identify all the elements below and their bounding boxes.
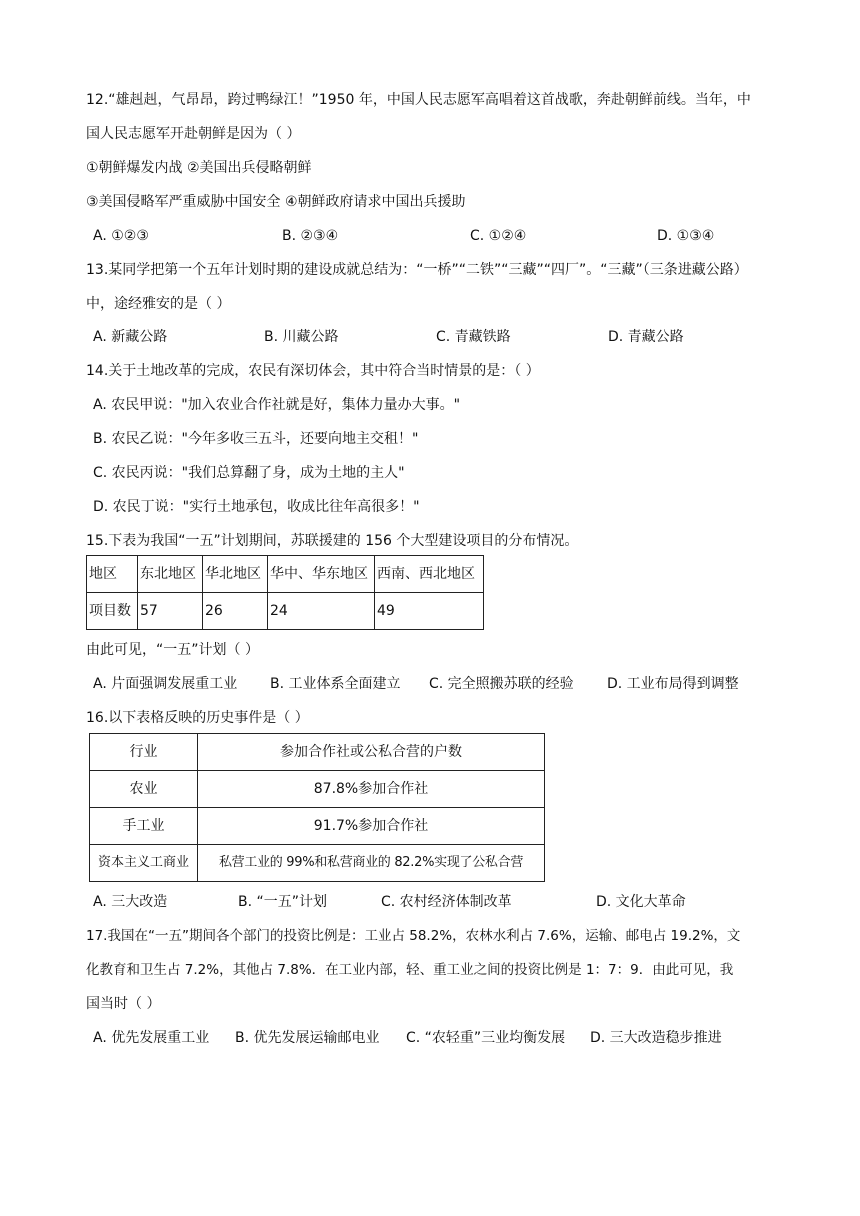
- q15-option-a[interactable]: A. 片面强调发展重工业: [93, 676, 238, 692]
- q15-conclusion: 由此可见，“一五”计划（ ）: [86, 642, 259, 658]
- q13-option-b[interactable]: B. 川藏公路: [264, 329, 339, 345]
- q16-option-d[interactable]: D. 文化大革命: [596, 894, 686, 910]
- table-cell: 农业: [90, 771, 198, 808]
- table-cell: 参加合作社或公私合营的户数: [198, 734, 545, 771]
- q14-option-d[interactable]: D. 农民丁说："实行土地承包，收成比往年高很多！": [93, 499, 420, 515]
- q15-option-c[interactable]: C. 完全照搬苏联的经验: [429, 676, 574, 692]
- table-row: [90, 771, 545, 808]
- table-row: [87, 556, 484, 593]
- q14-stem: 14.关于土地改革的完成，农民有深切体会，其中符合当时情景的是：（ ）: [86, 363, 540, 379]
- q12-option-a[interactable]: A. ①②③: [93, 228, 149, 244]
- q12-option-d[interactable]: D. ①③④: [657, 228, 715, 244]
- q17-option-b[interactable]: B. 优先发展运输邮电业: [235, 1030, 380, 1046]
- q16-option-c[interactable]: C. 农村经济体制改革: [381, 894, 512, 910]
- q17-stem-line1: 17.我国在“一五”期间各个部门的投资比例是：工业占 58.2%，农林水利占 7.6%，运输、邮电占 19.2%，文: [86, 928, 741, 944]
- q12-option-b[interactable]: B. ②③④: [282, 228, 339, 244]
- q13-option-d[interactable]: D. 青藏公路: [608, 329, 684, 345]
- q13-option-c[interactable]: C. 青藏铁路: [436, 329, 511, 345]
- q12-stem-line1: 12.“雄赳赳，气昂昂，跨过鸭绿江！”1950 年，中国人民志愿军高唱着这首战歌，奔赴朝鲜前线。当年，中: [86, 92, 751, 108]
- q14-option-c[interactable]: C. 农民丙说："我们总算翻了身，成为土地的主人": [93, 465, 405, 481]
- q12-items-line1: ①朝鲜爆发内战 ②美国出兵侵略朝鲜: [86, 160, 312, 176]
- table-cell: 华中、华东地区: [268, 556, 375, 593]
- table-cell: 手工业: [90, 808, 198, 845]
- table-cell: 24: [268, 593, 375, 630]
- q17-option-a[interactable]: A. 优先发展重工业: [93, 1030, 210, 1046]
- q15-stem: 15.下表为我国“一五”计划期间，苏联援建的 156 个大型建设项目的分布情况。: [86, 533, 579, 549]
- q15-option-b[interactable]: B. 工业体系全面建立: [270, 676, 401, 692]
- table-cell: 87.8%参加合作社: [198, 771, 545, 808]
- q12-option-c[interactable]: C. ①②④: [470, 228, 527, 244]
- q16-table: [89, 733, 545, 882]
- q13-stem-line2: 中，途经雅安的是（ ）: [86, 296, 231, 312]
- q12-stem-line2: 国人民志愿军开赴朝鲜是因为（ ）: [86, 126, 301, 142]
- q15-option-d[interactable]: D. 工业布局得到调整: [607, 676, 739, 692]
- q13-stem-line1: 13.某同学把第一个五年计划时期的建设成就总结为：“一桥”“二铁”“三藏”“四厂”。“三藏”（三条进藏公路）: [86, 262, 748, 278]
- table-cell: 项目数: [87, 593, 138, 630]
- table-cell: 行业: [90, 734, 198, 771]
- q15-table: [86, 555, 484, 630]
- table-cell: 49: [375, 593, 484, 630]
- q17-stem-line3: 国当时（ ）: [86, 996, 161, 1012]
- q17-option-d[interactable]: D. 三大改造稳步推进: [590, 1030, 722, 1046]
- table-row: [90, 808, 545, 845]
- q16-stem: 16.以下表格反映的历史事件是（ ）: [86, 710, 309, 726]
- q17-option-c[interactable]: C. “农轻重”三业均衡发展: [406, 1030, 566, 1046]
- q16-option-b[interactable]: B. “一五”计划: [238, 894, 328, 910]
- q12-items-line2: ③美国侵略军严重威胁中国安全 ④朝鲜政府请求中国出兵援助: [86, 194, 466, 210]
- table-row: [90, 734, 545, 771]
- q13-option-a[interactable]: A. 新藏公路: [93, 329, 168, 345]
- table-cell: 华北地区: [203, 556, 268, 593]
- table-cell: 东北地区: [138, 556, 203, 593]
- q17-stem-line2: 化教育和卫生占 7.2%，其他占 7.8%．在工业内部，轻、重工业之间的投资比例是 1：7：9．由此可见，我: [86, 962, 734, 978]
- q14-option-b[interactable]: B. 农民乙说："今年多收三五斗，还要向地主交租！": [93, 431, 419, 447]
- table-row: [90, 845, 545, 882]
- table-cell: 91.7%参加合作社: [198, 808, 545, 845]
- table-cell: 地区: [87, 556, 138, 593]
- table-cell: 私营工业的 99%和私营商业的 82.2%实现了公私合营: [198, 845, 545, 882]
- q16-option-a[interactable]: A. 三大改造: [93, 894, 168, 910]
- table-cell: 57: [138, 593, 203, 630]
- q14-option-a[interactable]: A. 农民甲说："加入农业合作社就是好，集体力量办大事。": [93, 397, 461, 413]
- table-cell: 26: [203, 593, 268, 630]
- table-cell: 西南、西北地区: [375, 556, 484, 593]
- table-cell: 资本主义工商业: [90, 845, 198, 882]
- table-row: [87, 593, 484, 630]
